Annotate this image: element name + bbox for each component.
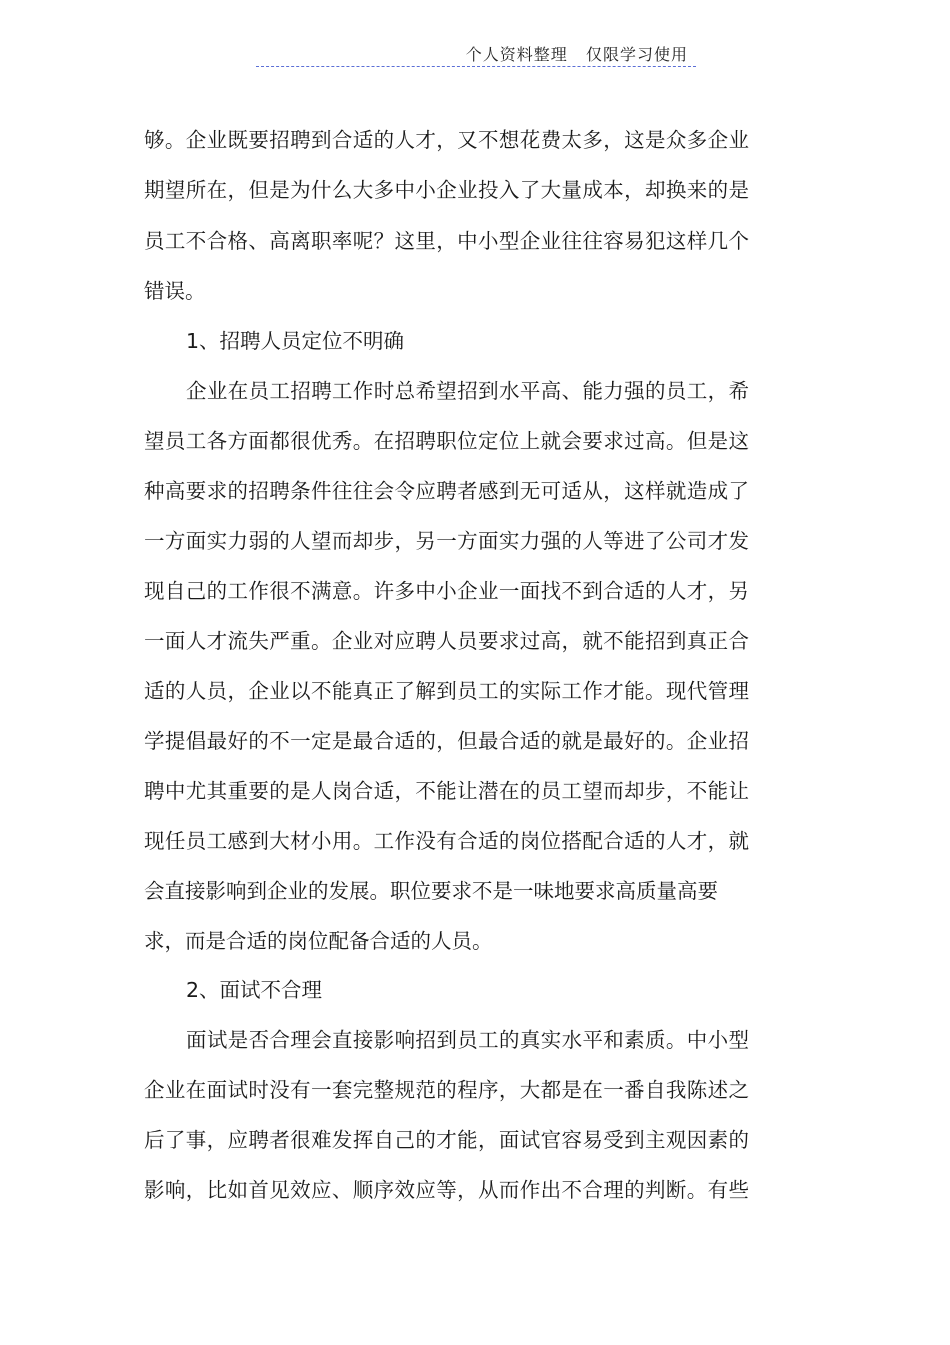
paragraph-line: 期望所在，但是为什么大多中小企业投入了大量成本，却换来的是 bbox=[144, 178, 749, 202]
paragraph-line: 适的人员，企业以不能真正了解到员工的实际工作才能。现代管理 bbox=[144, 679, 749, 703]
paragraph-line: 求，而是合适的岗位配备合适的人员。 bbox=[144, 929, 493, 953]
paragraph-line: 错误。 bbox=[144, 279, 206, 303]
paragraph-line: 现自己的工作很不满意。许多中小企业一面找不到合适的人才，另 bbox=[144, 579, 749, 603]
paragraph-line: 一方面实力弱的人望而却步，另一方面实力强的人等进了公司才发 bbox=[144, 529, 749, 553]
paragraph-line: 会直接影响到企业的发展。职位要求不是一味地要求高质量高要 bbox=[144, 879, 718, 903]
paragraph-line: 企业在员工招聘工作时总希望招到水平高、能力强的员工，希 bbox=[186, 379, 749, 403]
section-heading: 2、面试不合理 bbox=[186, 978, 323, 1002]
paragraph-line: 一面人才流失严重。企业对应聘人员要求过高，就不能招到真正合 bbox=[144, 629, 749, 653]
header-text: 个人资料整理 仅限学习使用 bbox=[465, 45, 688, 64]
paragraph-line: 够。企业既要招聘到合适的人才，又不想花费太多，这是众多企业 bbox=[144, 128, 749, 152]
section-heading: 1、招聘人员定位不明确 bbox=[186, 329, 405, 353]
paragraph-line: 现任员工感到大材小用。工作没有合适的岗位搭配合适的人才，就 bbox=[144, 829, 749, 853]
paragraph-line: 面试是否合理会直接影响招到员工的真实水平和素质。中小型 bbox=[186, 1028, 749, 1052]
paragraph-line: 种高要求的招聘条件往往会令应聘者感到无可适从，这样就造成了 bbox=[144, 479, 749, 503]
paragraph-line: 学提倡最好的不一定是最合适的，但最合适的就是最好的。企业招 bbox=[144, 729, 749, 753]
paragraph-line: 后了事，应聘者很难发挥自己的才能，面试官容易受到主观因素的 bbox=[144, 1128, 749, 1152]
paragraph-line: 企业在面试时没有一套完整规范的程序，大都是在一番自我陈述之 bbox=[144, 1078, 749, 1102]
paragraph-line: 员工不合格、高离职率呢？这里，中小型企业往往容易犯这样几个 bbox=[144, 229, 749, 253]
paragraph-line: 影响，比如首见效应、顺序效应等，从而作出不合理的判断。有些 bbox=[144, 1178, 749, 1202]
paragraph-line: 聘中尤其重要的是人岗合适，不能让潜在的员工望而却步，不能让 bbox=[144, 779, 749, 803]
page-header bbox=[256, 40, 696, 67]
paragraph-line: 望员工各方面都很优秀。在招聘职位定位上就会要求过高。但是这 bbox=[144, 429, 749, 453]
